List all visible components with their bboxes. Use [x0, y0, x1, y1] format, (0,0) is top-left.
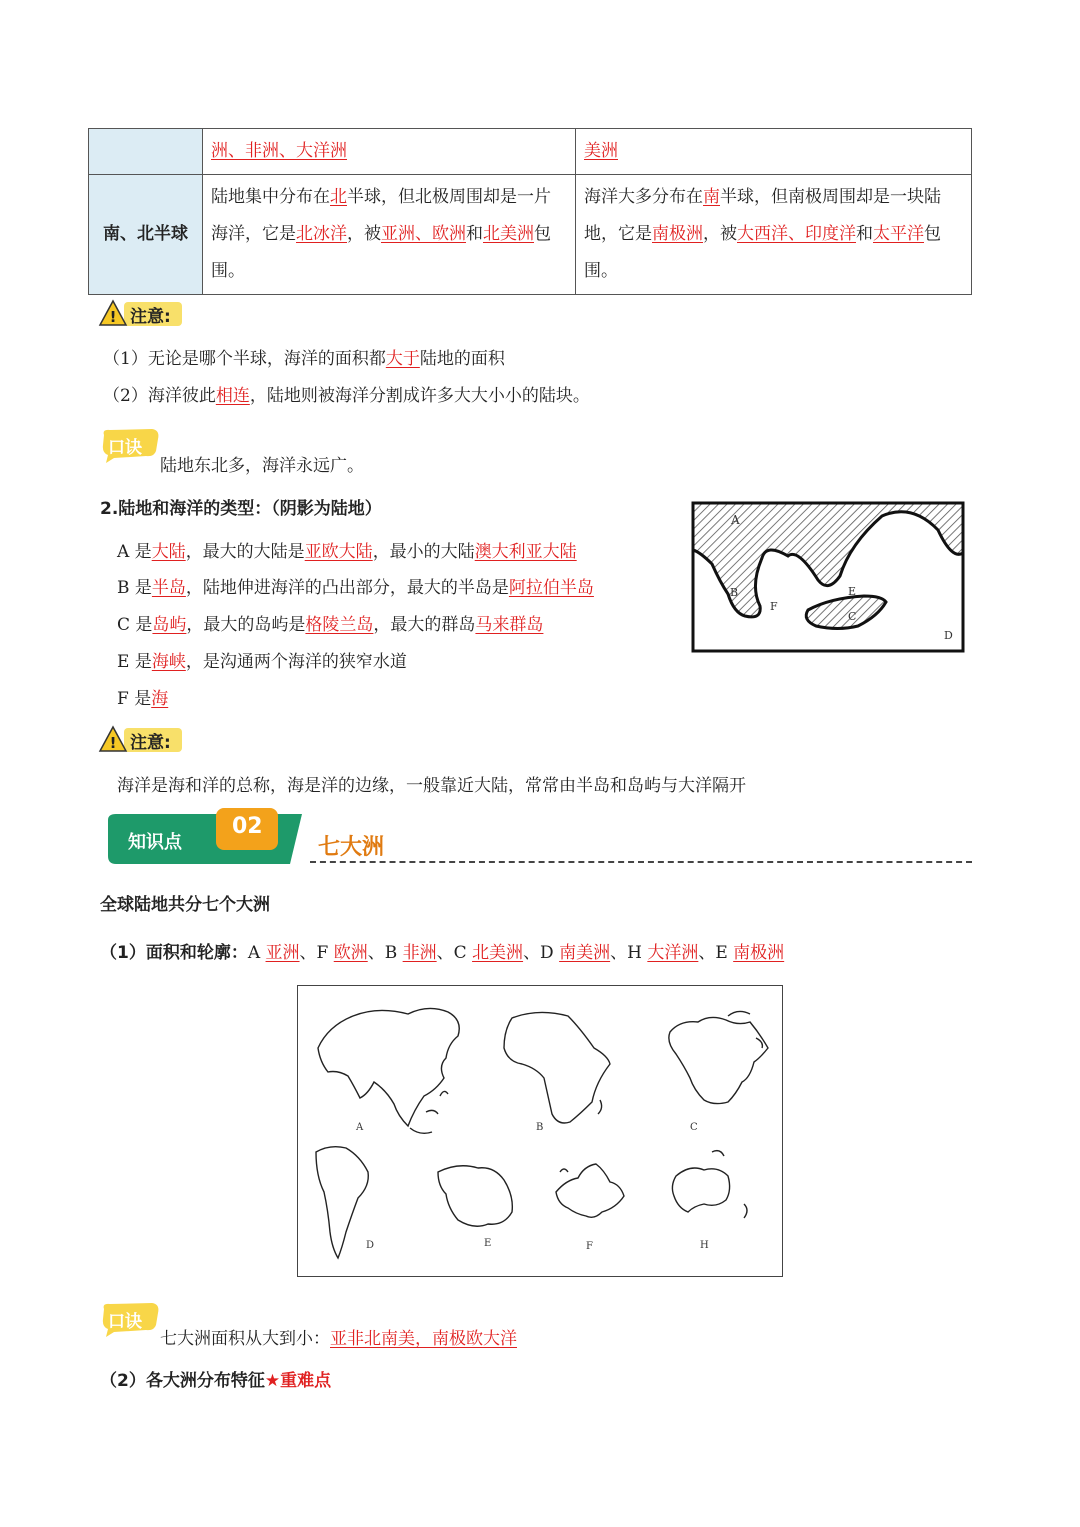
- subheading-label: （2）各大洲分布特征: [100, 1371, 265, 1391]
- text: ，陆地伸进海洋的凸出部分，最大的半岛是: [185, 578, 509, 598]
- area-outline-line: [100, 938, 784, 963]
- table-head-cell: [89, 129, 203, 175]
- answer-text: 亚欧大陆: [304, 542, 373, 562]
- map-label: D: [366, 1240, 375, 1251]
- answer-text: 马来群岛: [475, 615, 544, 635]
- mnemonic-badge: [100, 427, 162, 463]
- text: 陆地集中分布在: [211, 187, 330, 207]
- text: ，最大的群岛: [373, 615, 476, 635]
- map-label: H: [700, 1240, 709, 1251]
- mnemonic-badge: [100, 1301, 162, 1337]
- hemisphere-table: [88, 128, 972, 295]
- note-line: [103, 381, 590, 406]
- diagram-label: A: [731, 513, 740, 527]
- text: （1）无论是哪个半球，海洋的面积都: [103, 349, 386, 369]
- answer-text: 大西洋、印度洋: [737, 224, 856, 244]
- answer-text: 海峡: [151, 652, 186, 672]
- diagram-label: B: [730, 586, 739, 599]
- table-row: [89, 129, 972, 175]
- note-badge: [98, 298, 186, 328]
- answer-text: 大陆: [151, 542, 186, 562]
- answer-text: 格陵兰岛: [305, 615, 374, 635]
- map-label: B: [536, 1122, 544, 1133]
- key-point-badge: ★重难点: [264, 1371, 332, 1391]
- section-title: 2.陆地和海洋的类型：（阴影为陆地）: [100, 499, 382, 519]
- answer-text: 半岛: [151, 578, 186, 598]
- answer-text: 海: [151, 689, 169, 709]
- answer-text: 南极洲: [652, 224, 703, 244]
- list-item: [117, 684, 168, 709]
- answer-text: 南美洲: [559, 943, 611, 963]
- text: C 是: [117, 615, 153, 635]
- answer-text: 南极洲: [733, 943, 785, 963]
- knowledge-title: 七大洲: [318, 835, 385, 860]
- knowledge-label: 知识点: [128, 832, 182, 853]
- text: A 是: [117, 542, 152, 562]
- svg-text:!: !: [109, 734, 117, 752]
- mnemonic-text: 陆地东北多，海洋永远广。: [160, 456, 364, 476]
- note-line: [103, 344, 505, 369]
- text: 包围。: [211, 224, 551, 281]
- text: 陆地的面积: [419, 349, 505, 369]
- text: ，被: [703, 224, 737, 244]
- answer-text: 大洋洲: [647, 943, 699, 963]
- text: ，是沟通两个海洋的狭窄水道: [185, 652, 407, 672]
- answer-text: 北美洲: [483, 224, 534, 244]
- note-text: 海洋是海和洋的总称，海是洋的边缘，一般靠近大陆，常常由半岛和岛屿与大洋隔开: [117, 776, 746, 796]
- list-item: [117, 647, 407, 672]
- answer-text: 亚非北南美，南极欧大洋: [330, 1329, 517, 1349]
- text: 海洋大多分布在: [584, 187, 703, 207]
- text: 、D: [523, 943, 560, 963]
- diagram-label: E: [848, 585, 857, 598]
- note-badge: [98, 724, 186, 754]
- answer-text: 太平洋: [873, 224, 924, 244]
- answer-text: 澳大利亚大陆: [474, 542, 577, 562]
- table-cell: [203, 129, 576, 175]
- answer-text: 美洲: [584, 141, 618, 161]
- text: （2）海洋彼此: [103, 386, 216, 406]
- table-cell: [576, 129, 972, 175]
- land-sea-diagram: [690, 498, 966, 654]
- text: ，最大的大陆是: [185, 542, 305, 562]
- subheading: [100, 1366, 331, 1391]
- text: ，最小的大陆: [372, 542, 475, 562]
- diagram-label: C: [848, 610, 857, 623]
- diagram-label: F: [770, 600, 778, 613]
- map-label: A: [356, 1122, 364, 1133]
- answer-text: 北美洲: [472, 943, 524, 963]
- list-item: [117, 610, 543, 635]
- text: ，陆地则被海洋分割成许多大大小小的陆块。: [249, 386, 590, 406]
- answer-text: 北: [330, 187, 347, 207]
- text: 包围。: [584, 224, 941, 281]
- text: ，被: [347, 224, 381, 244]
- answer-text: 相连: [215, 386, 250, 406]
- continents-outline-figure: [297, 985, 783, 1277]
- title-divider: [310, 861, 972, 863]
- note-badge-label: 注意:: [130, 307, 171, 327]
- text: 、F: [299, 943, 334, 963]
- table-cell: [576, 175, 972, 295]
- answer-text: 亚洲: [265, 943, 300, 963]
- diagram-label: D: [944, 629, 953, 642]
- text: ，最大的岛屿是: [186, 615, 306, 635]
- answer-text: 北冰洋: [296, 224, 347, 244]
- answer-text: 非洲: [402, 943, 437, 963]
- text: 、E: [698, 943, 734, 963]
- list-item: [117, 573, 594, 598]
- answer-text: 阿拉伯半岛: [508, 578, 594, 598]
- text: B 是: [117, 578, 152, 598]
- table-head-cell: 南、北半球: [89, 175, 203, 295]
- map-label: F: [586, 1241, 593, 1252]
- mnemonic-badge-label: 口诀: [108, 438, 142, 458]
- note-badge-label: 注意:: [130, 733, 171, 753]
- knowledge-number: 02: [232, 814, 263, 839]
- answer-text: 洲、非洲、大洋洲: [211, 141, 347, 161]
- mnemonic-badge-label: 口诀: [108, 1312, 142, 1332]
- mnemonic-text: [160, 1324, 537, 1349]
- text: 七大洲面积从大到小：: [160, 1329, 330, 1349]
- answer-text: 大于: [385, 349, 420, 369]
- table-row: [89, 175, 972, 295]
- map-label: E: [484, 1238, 492, 1249]
- text: 、H: [610, 943, 648, 963]
- text: 半球，但南极周围却是一块陆地，它是: [584, 187, 941, 244]
- answer-text: 南: [703, 187, 720, 207]
- continents-intro: 全球陆地共分七个大洲: [100, 895, 270, 915]
- subheading: （1）面积和轮廓：: [100, 943, 248, 963]
- answer-text: 亚洲、欧洲: [381, 224, 466, 244]
- text: 、C: [436, 943, 473, 963]
- list-item: [117, 537, 577, 562]
- text: 和: [466, 224, 483, 244]
- text: 和: [856, 224, 873, 244]
- knowledge-point-badge: [106, 806, 306, 864]
- map-label: C: [690, 1122, 698, 1133]
- text: E 是: [117, 652, 152, 672]
- text: F 是: [117, 689, 152, 709]
- answer-text: 岛屿: [152, 615, 187, 635]
- text: 、B: [367, 943, 403, 963]
- svg-text:!: !: [109, 308, 117, 326]
- text: A: [247, 943, 266, 963]
- text: 半球，但北极周围却是一片海洋，它是: [211, 187, 551, 244]
- answer-text: 欧洲: [333, 943, 368, 963]
- table-cell: [203, 175, 576, 295]
